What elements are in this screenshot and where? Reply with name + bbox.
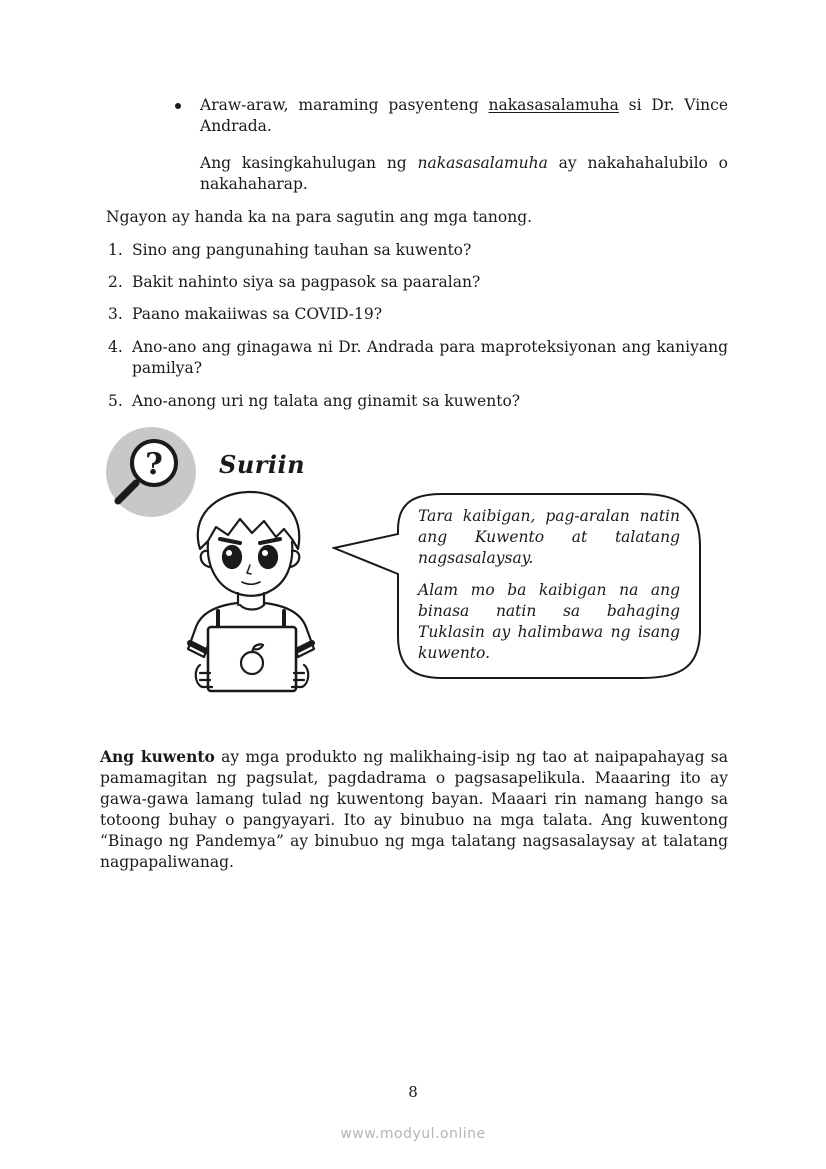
bullet-dot <box>175 103 181 109</box>
question-text: Paano makaiiwas sa COVID-19? <box>132 305 383 323</box>
explanation-prefix: Ang kasingkahulugan ng <box>200 154 418 172</box>
bold-term: Ang kuwento <box>100 747 215 766</box>
question-text: Sino ang pangunahing tauhan sa kuwento? <box>132 241 472 259</box>
questions-intro: Ngayon ay handa ka na para sagutin ang mga tanong. <box>106 208 533 226</box>
svg-text:?: ? <box>145 447 163 482</box>
bullet-suffix: si Dr. Vince Andrada. <box>200 96 728 135</box>
bubble-paragraph-2: Alam mo ba kaibigan na ang binasa natin sa bahaging Tuklasin ay halimbawa ng isang kuwento. <box>418 581 680 662</box>
question-number: 3. <box>108 305 123 323</box>
kuwento-definition-paragraph <box>100 746 728 873</box>
question-text: Bakit nahinto siya sa pagpasok sa paaralan? <box>132 273 481 291</box>
question-text: Ano-anong uri ng talata ang ginamit sa kuwento? <box>132 392 521 410</box>
bullet-sentence <box>200 95 728 137</box>
footer-watermark: www.modyul.online <box>340 1126 486 1142</box>
question-number: 4. <box>108 338 123 356</box>
question-number: 2. <box>108 273 123 291</box>
bubble-paragraph-1: Tara kaibigan, pag-aralan natin ang Kuwento at talatang nagsasalaysay. <box>418 507 680 567</box>
bullet-explanation <box>200 153 728 195</box>
question-text: Ano-ano ang ginagawa ni Dr. Andrada para maproteksiyonan ang kaniyang pamilya? <box>132 338 728 377</box>
question-number: 5. <box>108 392 123 410</box>
underlined-word: nakasasalamuha <box>488 96 619 114</box>
explanation-italic-word: nakasasalamuha <box>417 154 548 172</box>
boy-with-tablet-illustration <box>180 487 325 697</box>
explanation-suffix: ay nakahahalubilo o nakahaharap. <box>200 154 728 193</box>
question-number: 1. <box>108 241 123 259</box>
page-number: 8 <box>408 1083 418 1101</box>
bullet-prefix: Araw-araw, maraming pasyenteng <box>200 96 489 114</box>
section-title: Suriin <box>219 450 306 479</box>
paragraph-body: ay mga produkto ng malikhaing-isip ng tao at naipapahayag sa pamamagitan ng pagsulat, pagdadrama o pagsasapelikula. Maaaring ito ay gawa-gawa lamang tulad ng kuwentong bayan. Maaari rin namang hango sa totoong buhay o pangyayari. Ito ay binubuo na mga talata. Ang kuwentong “Binago ng Pandemya” ay binubuo ng mga talatang nagsasalaysay at talatang nagpapaliwanag. <box>100 748 729 871</box>
